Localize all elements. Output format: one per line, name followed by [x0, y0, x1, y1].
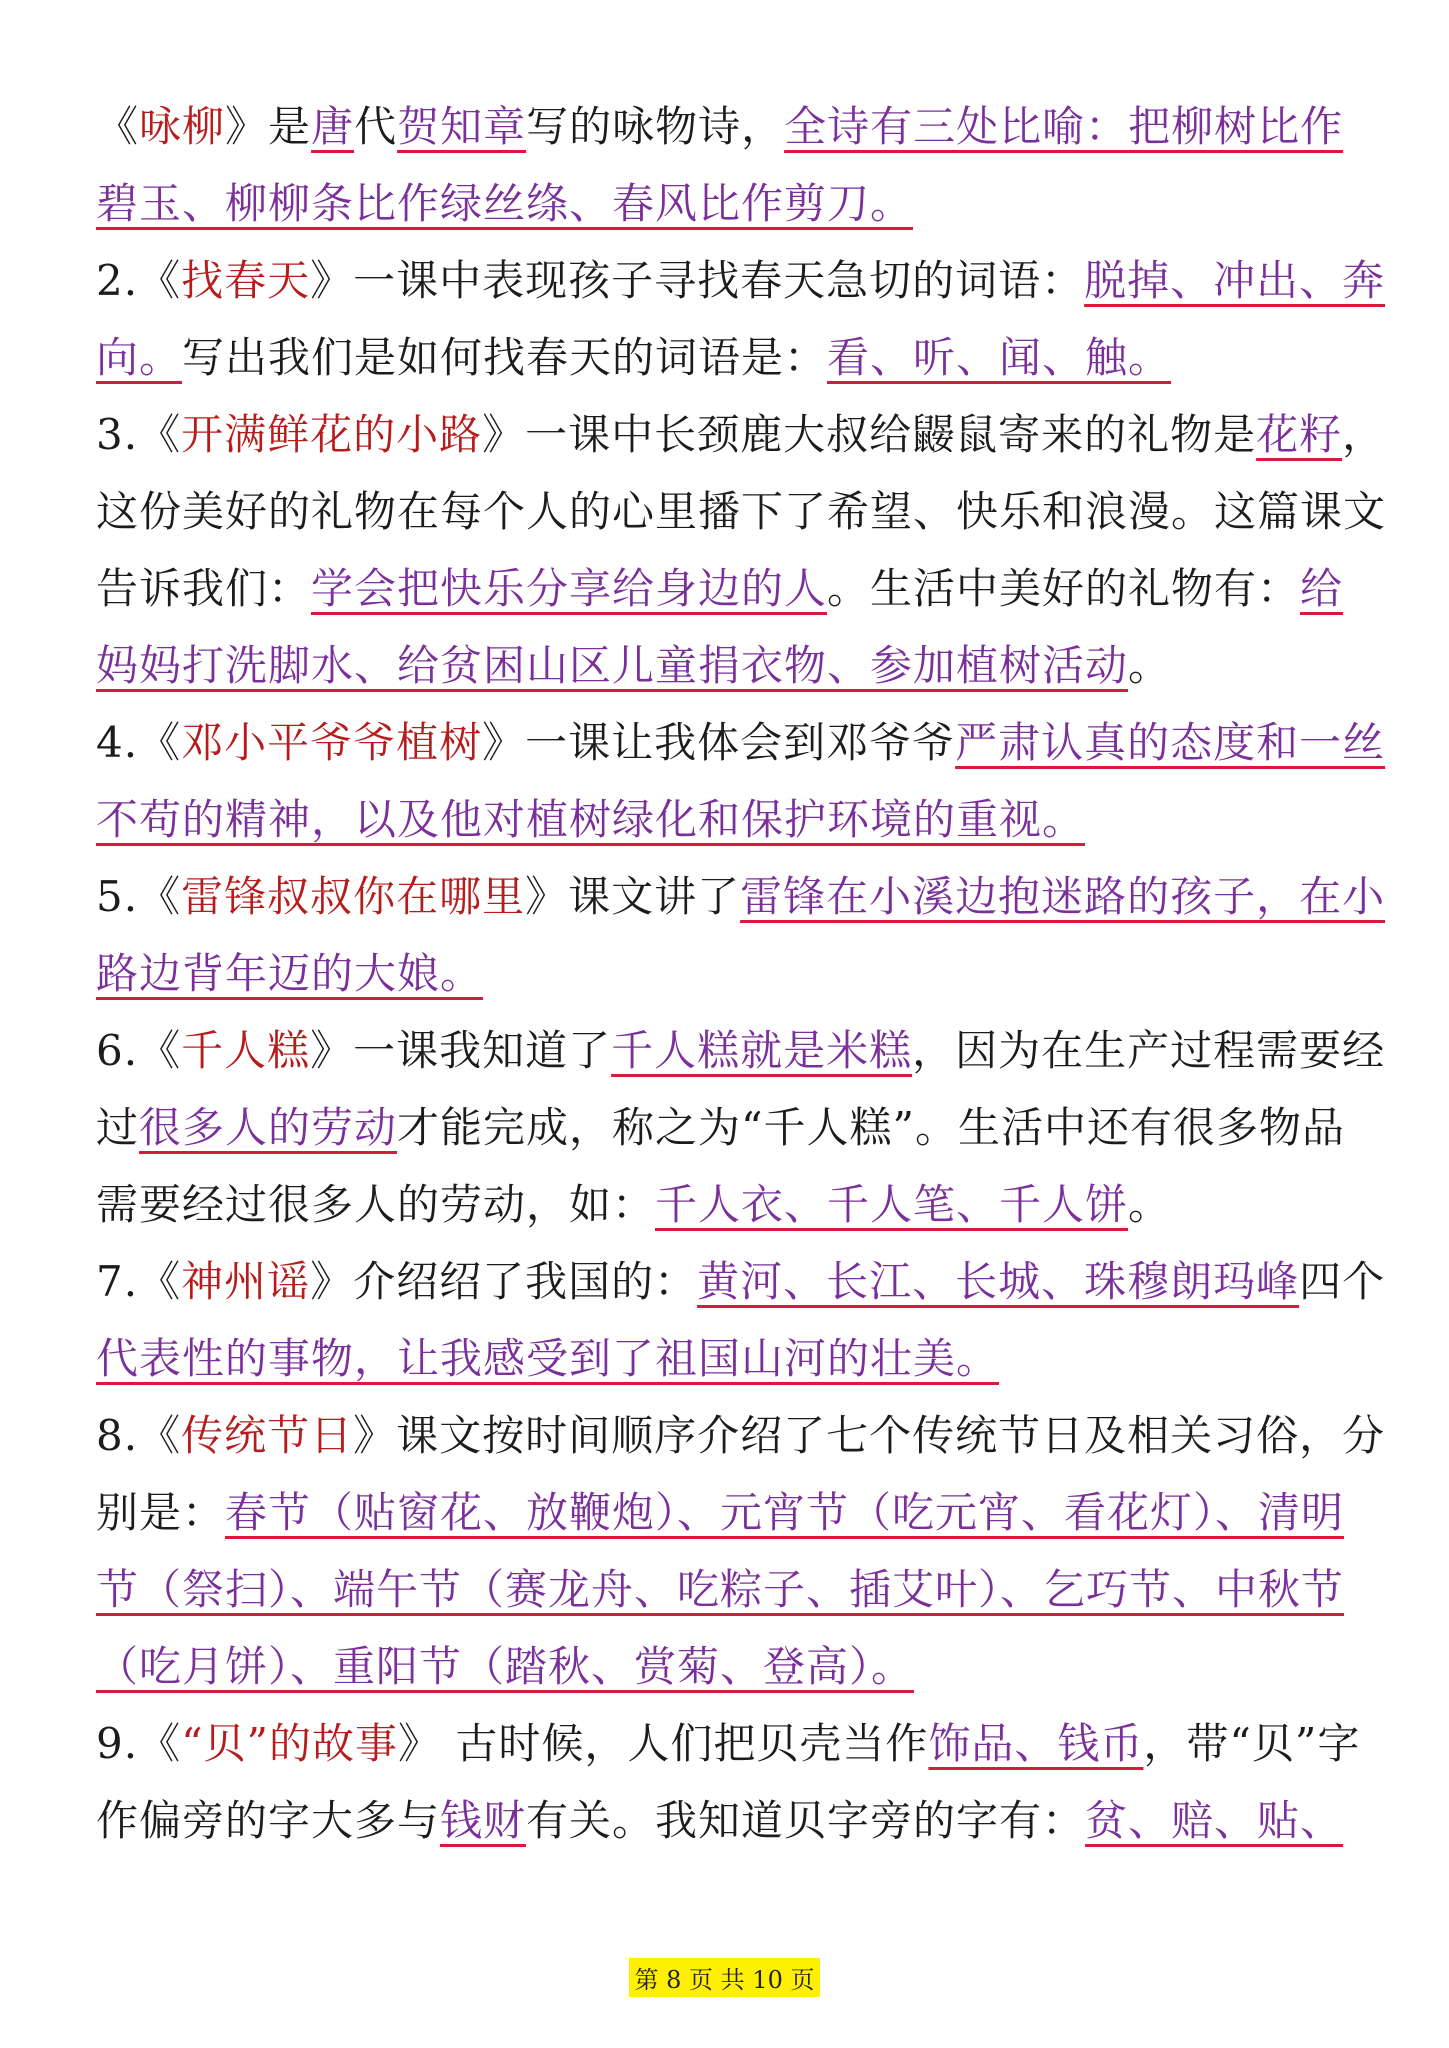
key-answer: 贺知章	[397, 102, 527, 151]
body-text: 》一课让我体会到邓爷爷	[482, 718, 956, 767]
body-text: 》课文按时间顺序介绍了七个传统节日及相关习俗，分别是：	[96, 1411, 1386, 1537]
body-text: ，带“贝”字作偏旁的字大多与	[96, 1719, 1361, 1845]
body-text: 9.《	[96, 1719, 182, 1768]
body-text: 6.《	[96, 1026, 182, 1075]
key-answer: 全诗有三处比喻：把柳树比作碧玉、柳柳条比作绿丝绦、春风比作剪刀。	[96, 102, 1344, 228]
paragraph	[96, 1705, 1386, 1859]
body-text: 4.《	[96, 718, 182, 767]
body-text: 8.《	[96, 1411, 182, 1460]
lesson-title: 找春天	[181, 256, 311, 305]
body-text: 》一课中长颈鹿大叔给鼹鼠寄来的礼物是	[482, 410, 1257, 459]
body-text: 》课文讲了	[525, 872, 741, 921]
paragraph	[96, 396, 1386, 704]
key-answer: 黄河、长江、长城、珠穆朗玛峰	[697, 1257, 1300, 1306]
lesson-title: 神州谣	[181, 1257, 311, 1306]
paragraph	[96, 704, 1386, 858]
key-answer: 给妈妈打洗脚水、给贫困山区儿童捐衣物、参加植树活动	[96, 564, 1344, 690]
key-answer: 春节（贴窗花、放鞭炮）、元宵节（吃元宵、看花灯）、清明节（祭扫）、端午节（赛龙舟、吃粽子、插艾叶）、乞巧节、中秋节（吃月饼）、重阳节（踏秋、赏菊、登高）。	[96, 1488, 1345, 1691]
body-text: 2.《	[96, 256, 182, 305]
body-text: 》一课中表现孩子寻找春天急切的词语：	[310, 256, 1085, 305]
body-text: 。生活中美好的礼物有：	[827, 564, 1301, 613]
key-answer: 很多人的劳动	[139, 1103, 398, 1152]
key-answer: 千人衣、千人笔、千人饼	[655, 1180, 1129, 1229]
key-answer: 看、听、闻、触。	[827, 333, 1172, 382]
page-number: 第 8 页 共 10 页	[629, 1958, 821, 1997]
paragraph	[96, 88, 1386, 242]
body-text: 7.《	[96, 1257, 182, 1306]
lesson-title: 咏柳	[139, 102, 226, 151]
body-text: 5.《	[96, 872, 182, 921]
key-answer: 千人糕就是米糕	[611, 1026, 913, 1075]
body-text: 四个	[1299, 1257, 1386, 1306]
key-answer: 饰品、钱币	[928, 1719, 1144, 1768]
key-answer: 花籽	[1256, 410, 1343, 459]
body-text: ，这份美好的礼物在每个人的心里播下了希望、快乐和浪漫。这篇课文告诉我们：	[96, 410, 1387, 613]
key-answer: 脱掉、冲出、奔向。	[96, 256, 1386, 382]
body-text: 写出我们是如何找春天的词语是：	[182, 333, 828, 382]
key-answer: 钱财	[440, 1796, 527, 1845]
lesson-title: 传统节日	[181, 1411, 354, 1460]
body-text: 。	[1128, 1180, 1172, 1229]
body-text: 才能完成，称之为“千人糕”。生活中还有很多物品需要经过很多人的劳动，如：	[96, 1103, 1345, 1229]
lesson-title: 邓小平爷爷植树	[181, 718, 483, 767]
body-text: 》一课我知道了	[310, 1026, 612, 1075]
body-text: ，因为在生产过程需要经过	[96, 1026, 1386, 1152]
key-answer: 代表性的事物，让我感受到了祖国山河的壮美。	[96, 1334, 1000, 1383]
lesson-title: 开满鲜花的小路	[181, 410, 483, 459]
key-answer: 雷锋在小溪边抱迷路的孩子，在小路边背年迈的大娘。	[96, 872, 1386, 998]
page-footer	[0, 1958, 1449, 1997]
body-text: 》 古时候，人们把贝壳当作	[398, 1719, 929, 1768]
body-text: 《	[96, 102, 140, 151]
paragraph	[96, 1243, 1386, 1397]
body-text: 代	[354, 102, 398, 151]
paragraph	[96, 858, 1386, 1012]
body-text: 》介绍绍了我国的：	[310, 1257, 698, 1306]
lesson-title: 雷锋叔叔你在哪里	[181, 872, 526, 921]
body-text: 3.《	[96, 410, 182, 459]
body-text: 有关。我知道贝字旁的字有：	[526, 1796, 1086, 1845]
key-answer: 贫、赔、贴、	[1085, 1796, 1344, 1845]
paragraph	[96, 1397, 1386, 1705]
lesson-title: “贝”的故事	[181, 1719, 399, 1768]
lesson-title: 千人糕	[181, 1026, 311, 1075]
body-text: 写的咏物诗，	[526, 102, 785, 151]
body-text: 》是	[225, 102, 312, 151]
key-answer: 唐	[311, 102, 355, 151]
body-text: 。	[1128, 641, 1172, 690]
key-answer: 严肃认真的态度和一丝不苟的精神，以及他对植树绿化和保护环境的重视。	[96, 718, 1386, 844]
paragraph	[96, 242, 1386, 396]
document-body	[96, 88, 1386, 1859]
paragraph	[96, 1012, 1386, 1243]
key-answer: 学会把快乐分享给身边的人	[311, 564, 828, 613]
